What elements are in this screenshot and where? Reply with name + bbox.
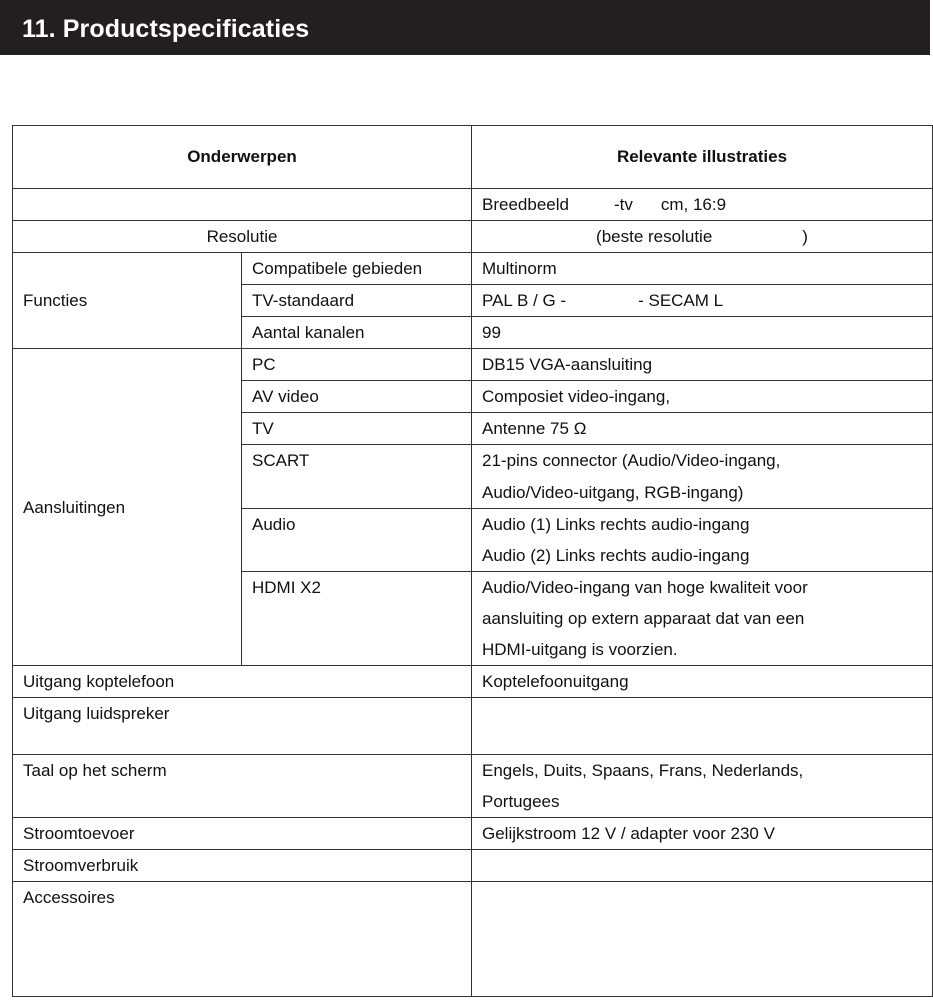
table-row-accessories — [13, 882, 933, 997]
power-value: Gelijkstroom 12 V / adapter voor 230 V — [472, 818, 933, 850]
col-header-subjects: Onderwerpen — [13, 126, 472, 189]
table-row-osd — [13, 755, 933, 818]
connections-sub-label: TV — [242, 413, 472, 445]
connections-value: Antenne 75 Ω — [472, 413, 933, 445]
osd-value-line: Portugees — [482, 792, 560, 811]
hdmi-value-line: HDMI-uitgang is voorzien. — [482, 640, 678, 659]
table-row-pc — [13, 349, 933, 381]
hdmi-value-line: Audio/Video-ingang van hoge kwaliteit voor — [482, 578, 808, 597]
resolution-value-cell — [472, 221, 933, 253]
resolution-value-b: ) — [802, 227, 808, 246]
col-header-illustrations: Relevante illustraties — [472, 126, 933, 189]
resolution-label: Resolutie — [13, 221, 472, 253]
osd-value-cell — [472, 755, 933, 818]
table-header-row — [13, 126, 933, 189]
connections-sub-label: SCART — [242, 445, 472, 509]
functions-value: Multinorm — [472, 253, 933, 285]
connections-sub-label: Audio — [242, 508, 472, 572]
screen-value-cell — [472, 189, 933, 221]
screen-value-c: cm, 16:9 — [660, 195, 727, 214]
accessories-value — [472, 882, 933, 997]
resolution-value-a: (beste resolutie — [596, 227, 713, 246]
connections-sub-label: AV video — [242, 381, 472, 413]
connections-value: DB15 VGA-aansluiting — [472, 349, 933, 381]
table-row-consumption — [13, 850, 933, 882]
tv-standard-value-cell — [472, 285, 933, 317]
table-row-headphone — [13, 666, 933, 698]
table-row-power — [13, 818, 933, 850]
tv-standard-value-a: PAL B / G - — [482, 291, 567, 310]
functions-sub-label: Aantal kanalen — [242, 317, 472, 349]
speaker-label: Uitgang luidspreker — [13, 698, 472, 755]
power-label: Stroomtoevoer — [13, 818, 472, 850]
tv-standard-value-b: - SECAM L — [638, 291, 724, 310]
table-row-screen — [13, 189, 933, 221]
connections-value: Audio (1) Links rechts audio-ingang — [472, 508, 933, 540]
functions-label: Functies — [13, 253, 242, 349]
functions-sub-label: Compatibele gebieden — [242, 253, 472, 285]
functions-value: 99 — [472, 317, 933, 349]
functions-sub-label: TV-standaard — [242, 285, 472, 317]
section-title: 11. Productspecificaties — [22, 15, 310, 43]
screen-value-a: Breedbeeld — [482, 195, 569, 214]
consumption-value — [472, 850, 933, 882]
accessories-label: Accessoires — [13, 882, 472, 997]
table-row-functions-1 — [13, 253, 933, 285]
headphone-value: Koptelefoonuitgang — [472, 666, 933, 698]
table-row-resolution — [13, 221, 933, 253]
spec-table — [12, 125, 933, 997]
connections-value: Composiet video-ingang, — [472, 381, 933, 413]
headphone-label: Uitgang koptelefoon — [13, 666, 472, 698]
section-header-bar — [0, 0, 930, 55]
screen-value-b: -tv — [613, 195, 633, 214]
consumption-label: Stroomverbruik — [13, 850, 472, 882]
hdmi-value-line: aansluiting op extern apparaat dat van een — [482, 609, 805, 628]
osd-label: Taal op het scherm — [13, 755, 472, 818]
connections-label: Aansluitingen — [13, 349, 242, 666]
speaker-value — [472, 698, 933, 755]
screen-label-cell — [13, 189, 472, 221]
connections-sub-label: PC — [242, 349, 472, 381]
connections-value: Audio (2) Links rechts audio-ingang — [472, 540, 933, 572]
table-row-speaker — [13, 698, 933, 755]
osd-value-line: Engels, Duits, Spaans, Frans, Nederlands, — [482, 761, 804, 780]
connections-value: 21-pins connector (Audio/Video-ingang, — [472, 445, 933, 477]
connections-sub-label: HDMI X2 — [242, 572, 472, 666]
hdmi-value-cell — [472, 572, 933, 666]
connections-value: Audio/Video-uitgang, RGB-ingang) — [472, 477, 933, 509]
